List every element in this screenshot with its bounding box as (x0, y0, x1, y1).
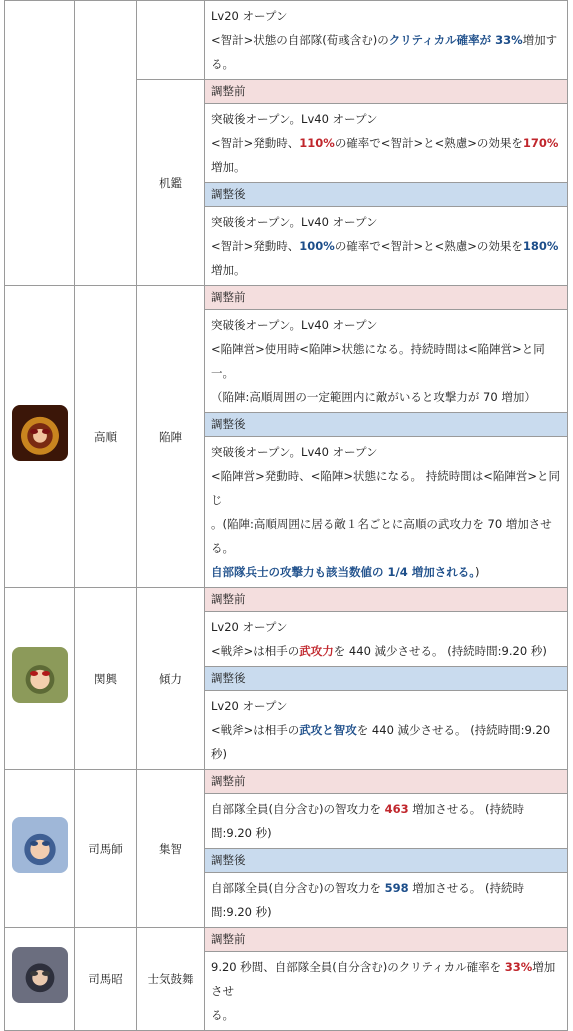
eye-icon (30, 671, 38, 676)
eye-icon (30, 971, 38, 976)
desc-line (211, 797, 561, 821)
pre-description (205, 310, 568, 413)
desc-text: 増加させる。 (持続時 (408, 802, 524, 816)
highlight-blue: 自部隊兵士の攻撃力も該当数値の 1/4 増加される。 (211, 565, 475, 579)
desc-text: 自部隊全員(自分含む)の智攻力を (211, 802, 385, 816)
desc-text: 増加させる。 (持続時 (408, 881, 524, 895)
character-name: 司馬昭 (75, 928, 137, 1031)
pre-adjust-label: 調整前 (205, 770, 568, 794)
portrait-cell (5, 286, 75, 588)
pre-adjust-label: 調整前 (205, 588, 568, 612)
desc-text: 自部隊全員(自分含む)の智攻力を (211, 881, 385, 895)
eye-icon (42, 429, 50, 434)
desc-line: <陥陣営>使用時<陥陣>状態になる。持続時間は<陥陣営>と同一。 (211, 342, 545, 380)
desc-text: <智計>発動時、 (211, 239, 300, 253)
highlight-blue: クリティカル確率が 33% (388, 33, 523, 47)
desc-text: 9.20 秒間、自部隊全員(自分含む)のクリティカル確率を (211, 960, 505, 974)
desc-text: を 440 減少させる。 (持続時間:9.20 秒) (211, 723, 551, 761)
desc-line (211, 718, 561, 766)
desc-text: の確率で<智計>と<熟慮>の効果を (334, 239, 523, 253)
pre-description (205, 104, 568, 183)
desc-text: 増加させ (211, 960, 556, 998)
desc-line: る。 (211, 57, 234, 71)
desc-line: <陥陣営>発動時、<陥陣>状態になる。 持続時間は<陥陣営>と同じ (211, 469, 560, 507)
pre-adjust-label: 調整前 (205, 928, 568, 952)
pre-description (205, 952, 568, 1031)
desc-line: Lv20 オープン (211, 9, 288, 23)
desc-line: 間:9.20 秒) (211, 905, 272, 919)
kanko-avatar (12, 647, 68, 703)
highlight-blue: 180% (522, 239, 559, 253)
desc-line: 突破後オープン。Lv40 オープン (211, 445, 378, 459)
skill-cell (137, 1, 205, 80)
desc-line (211, 131, 561, 155)
description-cell (205, 1, 568, 80)
highlight-red: 463 (384, 802, 409, 816)
highlight-blue: 100% (299, 239, 335, 253)
post-description (205, 437, 568, 588)
desc-line (211, 560, 561, 584)
desc-line (211, 639, 561, 663)
desc-text: を 440 減少させる。 (持続時間:9.20 秒) (333, 644, 547, 658)
eye-icon (42, 671, 50, 676)
post-description (205, 207, 568, 286)
eye-icon (42, 971, 50, 976)
desc-line: 増加。 (211, 160, 246, 174)
desc-line: 突破後オープン。Lv40 オープン (211, 318, 378, 332)
highlight-red: 33% (504, 960, 533, 974)
eye-icon (30, 429, 38, 434)
pre-description (205, 794, 568, 849)
shibasho-avatar (12, 947, 68, 1003)
pre-adjust-label: 調整前 (205, 80, 568, 104)
desc-text: の確率で<智計>と<熟慮>の効果を (334, 136, 523, 150)
desc-line: 増加。 (211, 263, 246, 277)
portrait-cell (5, 1, 75, 286)
eye-icon (30, 841, 38, 846)
portrait-cell (5, 770, 75, 928)
shibashi-avatar (12, 817, 68, 873)
post-adjust-label: 調整後 (205, 667, 568, 691)
post-description (205, 691, 568, 770)
highlight-red: 110% (299, 136, 335, 150)
pre-description (205, 612, 568, 667)
skill-name: 傾力 (137, 588, 205, 770)
desc-line: 。(陥陣:高順周囲に居る敵１名ごとに高順の武攻力を 70 増加させる。 (211, 517, 552, 555)
character-name: 司馬師 (75, 770, 137, 928)
skill-name: 集智 (137, 770, 205, 928)
highlight-red: 武攻力 (299, 644, 334, 658)
koujun-avatar (12, 405, 68, 461)
desc-line (211, 876, 561, 900)
desc-text: ) (474, 565, 480, 579)
character-name: 高順 (75, 286, 137, 588)
skill-name: 机鑑 (137, 80, 205, 286)
desc-text: <戦斧>は相手の (211, 644, 300, 658)
desc-line (211, 955, 561, 1003)
post-adjust-label: 調整後 (205, 413, 568, 437)
highlight-blue: 598 (384, 881, 409, 895)
highlight-red: 170% (522, 136, 559, 150)
pre-adjust-label: 調整前 (205, 286, 568, 310)
desc-line: る。 (211, 1008, 234, 1022)
desc-text: <智計>状態の自部隊(荀彧含む)の (211, 33, 389, 47)
portrait-cell (5, 928, 75, 1031)
skill-name: 陥陣 (137, 286, 205, 588)
desc-line: 間:9.20 秒) (211, 826, 272, 840)
highlight-blue: 武攻と智攻 (299, 723, 357, 737)
desc-line: Lv20 オープン (211, 699, 288, 713)
post-adjust-label: 調整後 (205, 183, 568, 207)
desc-line (211, 234, 561, 258)
portrait-cell (5, 588, 75, 770)
adjustment-table (4, 0, 568, 1031)
desc-text: <智計>発動時、 (211, 136, 300, 150)
desc-text: <戦斧>は相手の (211, 723, 300, 737)
desc-line: Lv20 オープン (211, 620, 288, 634)
eye-icon (42, 841, 50, 846)
desc-line: 突破後オープン。Lv40 オープン (211, 215, 378, 229)
post-adjust-label: 調整後 (205, 849, 568, 873)
desc-line (211, 28, 561, 52)
desc-line: 突破後オープン。Lv40 オープン (211, 112, 378, 126)
character-name: 関興 (75, 588, 137, 770)
desc-text: 増加す (522, 33, 558, 47)
post-description (205, 873, 568, 928)
skill-name: 士気鼓舞 (137, 928, 205, 1031)
desc-line: （陥陣:高順周囲の一定範囲内に敵がいると攻撃力が 70 増加） (211, 390, 536, 404)
name-cell (75, 1, 137, 286)
